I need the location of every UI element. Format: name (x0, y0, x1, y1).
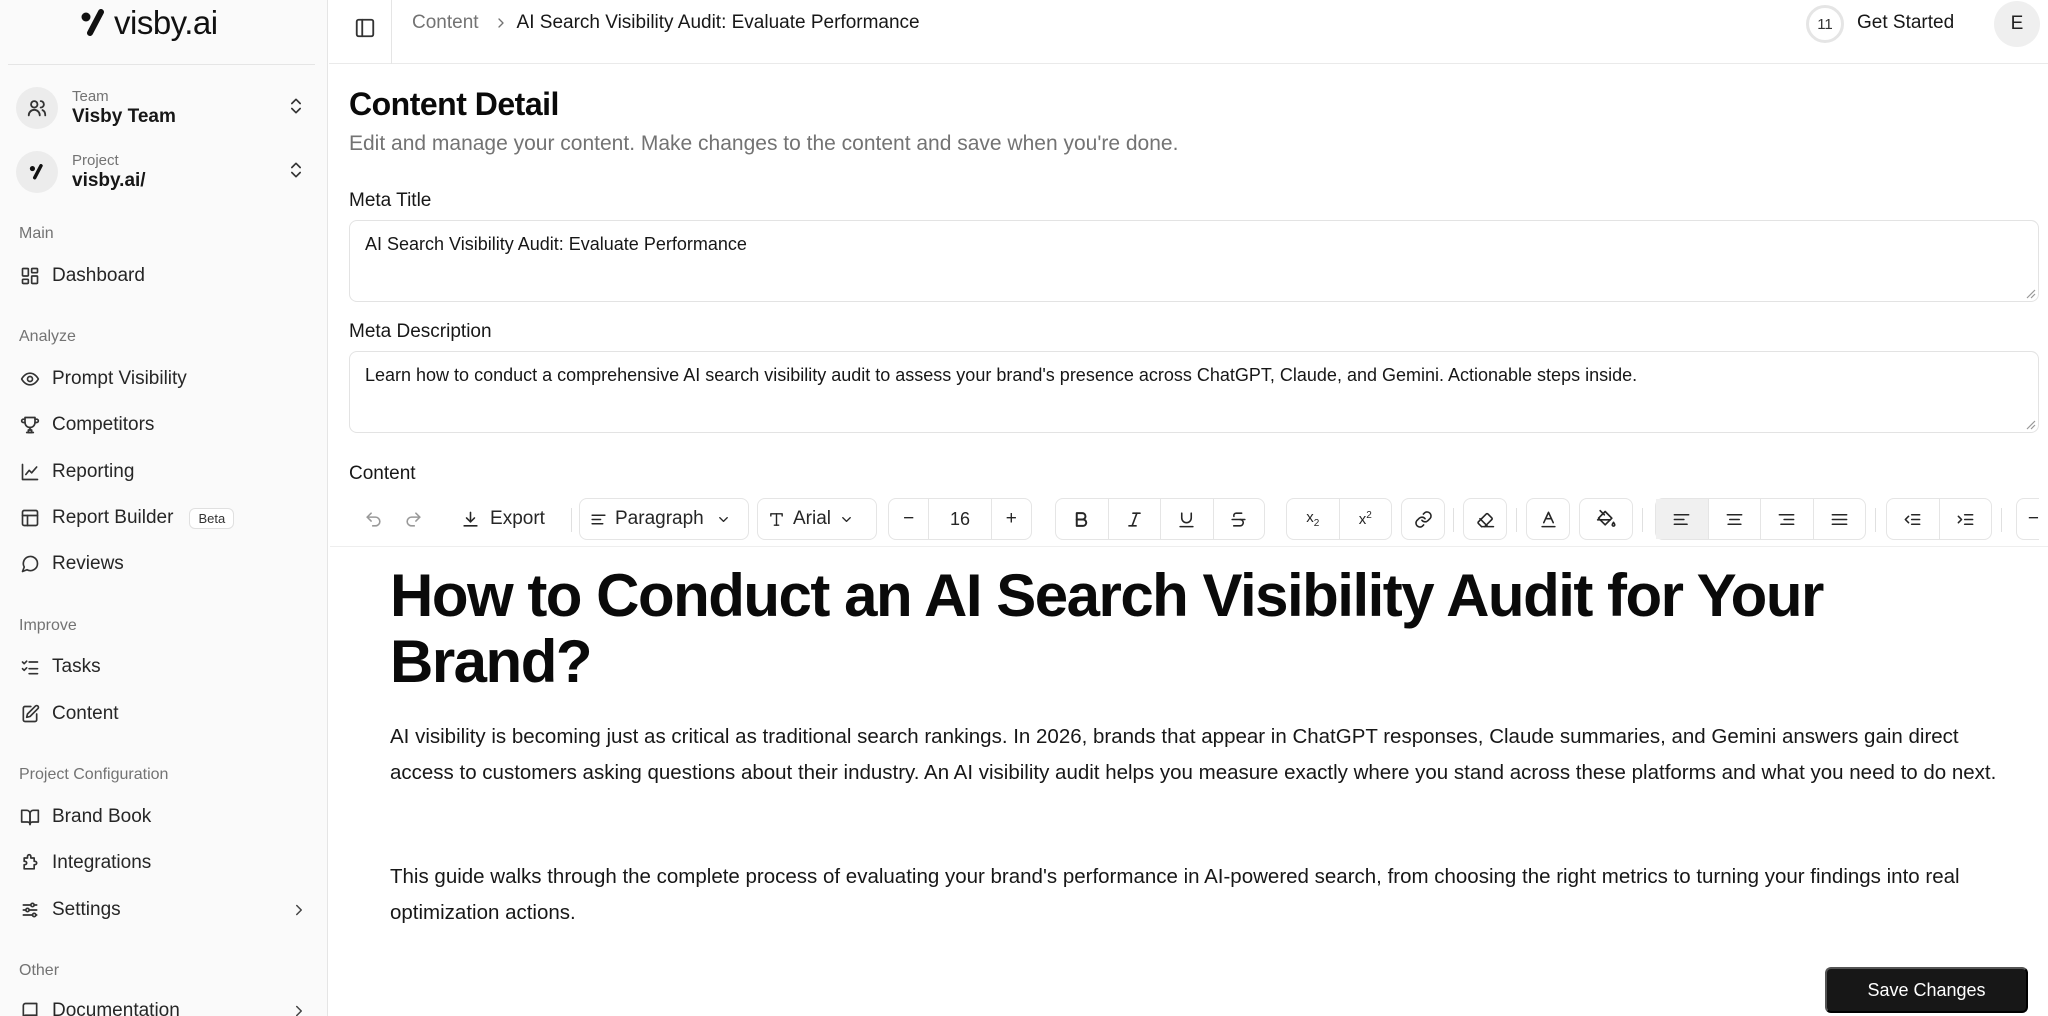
sliders-icon (20, 900, 40, 920)
save-changes-button[interactable]: Save Changes (1825, 967, 2028, 1013)
project-logo-icon (16, 151, 58, 193)
puzzle-icon (20, 853, 40, 873)
team-switcher[interactable] (16, 84, 314, 132)
visby-logo-icon (80, 9, 108, 37)
sidebar (0, 0, 328, 1016)
sidebar-item-label: Reviews (52, 553, 124, 574)
sidebar-item-integrations[interactable] (20, 845, 314, 881)
breadcrumb-content-link[interactable]: Content (412, 12, 479, 33)
trophy-icon (20, 415, 40, 435)
sidebar-item-label: Reporting (52, 461, 135, 482)
italic-icon (1125, 510, 1144, 529)
layout-dashboard-icon (20, 266, 40, 286)
sidebar-item-label: Settings (52, 899, 121, 920)
text-color-icon (1539, 510, 1558, 529)
sidebar-item-dashboard[interactable] (20, 258, 314, 294)
chevrons-up-down-icon (286, 160, 306, 180)
meta-description-label: Meta Description (349, 321, 492, 342)
align-left-icon (1672, 510, 1691, 529)
text-color-group (1526, 498, 1570, 540)
download-icon (461, 510, 480, 529)
divider (8, 64, 315, 65)
align-justify-button[interactable] (1814, 499, 1866, 539)
underline-icon (1177, 510, 1196, 529)
export-label: Export (490, 508, 545, 529)
link-button[interactable] (1402, 499, 1444, 539)
section-label-improve: Improve (19, 617, 77, 634)
block-type-select[interactable] (579, 498, 749, 540)
chevron-right-icon (290, 1002, 308, 1016)
sidebar-item-brand-book[interactable] (20, 799, 314, 835)
panel-left-icon (354, 17, 376, 39)
project-name: visby.ai/ (72, 170, 146, 191)
meta-description-value: Learn how to conduct a comprehensive AI search visibility audit to assess your brand's presence across ChatGPT, Claude, and Gemini. Actionable steps inside. (365, 365, 1638, 385)
chevron-right-icon (493, 15, 509, 31)
link-group (1401, 498, 1445, 540)
section-label-main: Main (19, 225, 54, 242)
chevron-down-icon (716, 512, 731, 527)
eye-icon (20, 369, 40, 389)
brand-logo[interactable] (80, 4, 218, 42)
project-caption: Project (72, 152, 119, 169)
document-paragraph[interactable]: This guide walks through the complete process of evaluating your brand's performance in AI-powered search, from choosing the right metrics to turning your findings into real optimization actions. (390, 865, 1960, 924)
meta-title-label: Meta Title (349, 190, 432, 211)
bold-button[interactable] (1056, 499, 1108, 539)
align-left-button[interactable] (1656, 499, 1708, 539)
sidebar-item-label: Prompt Visibility (52, 368, 187, 389)
align-center-button[interactable] (1709, 499, 1761, 539)
meta-title-value: AI Search Visibility Audit: Evaluate Performance (365, 234, 747, 254)
divider (571, 508, 572, 532)
sidebar-item-settings[interactable] (20, 892, 314, 928)
decrease-font-size-button[interactable]: − (903, 508, 915, 529)
divider (2001, 508, 2002, 532)
document-paragraph[interactable]: AI visibility is becoming just as critical as traditional search rankings. In 2026, brands that appear in ChatGPT responses, Claude summaries, and Gemini answers gain direct access to customers asking questions about their industry. An AI visibility audit helps you measure exactly where you stand across these platforms and what you need to do next. (390, 725, 1997, 784)
bold-icon (1072, 510, 1091, 529)
page-subtitle: Edit and manage your content. Make changes to the content and save when you're done. (349, 132, 1179, 155)
italic-button[interactable] (1109, 499, 1161, 539)
breadcrumb (412, 12, 920, 34)
section-label-project-configuration: Project Configuration (19, 766, 169, 783)
sidebar-item-documentation[interactable] (20, 993, 314, 1016)
type-icon (768, 511, 785, 528)
resize-grip-icon[interactable] (2024, 418, 2036, 430)
indent-button[interactable] (1940, 499, 1992, 539)
book-icon (20, 1001, 40, 1016)
undo-button[interactable] (353, 499, 393, 539)
section-label-analyze: Analyze (19, 328, 76, 345)
font-size-stepper (888, 498, 1032, 540)
strikethrough-icon (1229, 510, 1248, 529)
list-checks-icon (20, 657, 40, 677)
align-center-icon (1725, 510, 1744, 529)
indent-group (1886, 498, 1992, 540)
message-circle-icon (20, 554, 40, 574)
script-group (1286, 498, 1392, 540)
resize-grip-icon[interactable] (2024, 287, 2036, 299)
align-right-button[interactable] (1761, 499, 1813, 539)
sidebar-item-content[interactable] (20, 696, 314, 732)
team-caption: Team (72, 88, 109, 105)
users-icon (16, 87, 58, 129)
clear-formatting-button[interactable] (1464, 499, 1506, 539)
sidebar-item-label: Integrations (52, 852, 152, 873)
subscript-icon: $x_2$ (1306, 509, 1320, 529)
chevron-right-icon (290, 901, 308, 919)
sidebar-item-label: Content (52, 703, 119, 724)
divider (391, 0, 392, 64)
export-button[interactable] (443, 499, 563, 539)
more-tools-button[interactable] (2017, 499, 2039, 539)
section-label-other: Other (19, 962, 60, 979)
meta-description-field[interactable] (349, 351, 2039, 433)
align-right-icon (1777, 510, 1796, 529)
block-type-value: Paragraph (615, 508, 704, 529)
sidebar-item-label: Documentation (52, 1000, 180, 1016)
team-name: Visby Team (72, 106, 176, 127)
sidebar-toggle-button[interactable] (349, 12, 381, 44)
content-label: Content (349, 463, 416, 484)
superscript-button[interactable] (1340, 499, 1392, 539)
more-tools-group (2016, 498, 2039, 540)
progress-count-badge[interactable]: 11 (1806, 5, 1844, 43)
outdent-icon (1903, 510, 1922, 529)
sidebar-item-label: Competitors (52, 414, 155, 435)
sidebar-item-tasks[interactable] (20, 649, 314, 685)
align-justify-icon (1830, 510, 1849, 529)
sidebar-item-reporting[interactable] (20, 454, 314, 490)
top-header (329, 0, 2048, 64)
sidebar-item-competitors[interactable] (20, 407, 314, 443)
superscript-icon: $x^2$ (1358, 510, 1372, 528)
breadcrumb-current: AI Search Visibility Audit: Evaluate Performance (516, 12, 920, 33)
redo-icon (404, 510, 423, 529)
highlight-color-group (1579, 498, 1633, 540)
project-switcher[interactable] (16, 148, 314, 196)
export-group (443, 498, 563, 540)
brand-name: visby.ai (114, 4, 218, 41)
line-chart-icon (20, 462, 40, 482)
book-open-icon (20, 807, 40, 827)
minus-icon: − (2027, 508, 2039, 529)
user-avatar[interactable]: E (1994, 1, 2040, 47)
underline-button[interactable] (1161, 499, 1213, 539)
page-title: Content Detail (349, 86, 559, 122)
history-group (353, 498, 435, 540)
subscript-button[interactable] (1287, 499, 1339, 539)
divider (1875, 508, 1876, 532)
divider (1642, 508, 1643, 532)
highlight-color-button[interactable] (1580, 499, 1632, 539)
file-edit-icon (20, 704, 40, 724)
sidebar-item-label: Tasks (52, 656, 101, 677)
font-family-value: Arial (793, 508, 832, 529)
align-left-icon (590, 511, 607, 528)
text-style-group (1055, 498, 1265, 540)
font-family-select[interactable] (757, 498, 877, 540)
sidebar-item-reviews[interactable] (20, 546, 314, 582)
document-heading[interactable]: How to Conduct an AI Search Visibility Audit for Your Brand? (390, 562, 1823, 695)
font-family-button[interactable] (758, 499, 876, 539)
beta-badge: Beta (189, 508, 234, 529)
editor-toolbar (349, 494, 2039, 544)
outdent-button[interactable] (1887, 499, 1939, 539)
increase-font-size-button[interactable]: + (1005, 508, 1017, 529)
link-icon (1414, 510, 1433, 529)
indent-icon (1956, 510, 1975, 529)
content-editor[interactable] (330, 546, 2048, 1016)
divider (1453, 508, 1454, 532)
sidebar-item-report-builder[interactable] (20, 500, 314, 536)
sidebar-item-prompt-visibility[interactable] (20, 361, 314, 397)
redo-button[interactable] (393, 499, 433, 539)
strikethrough-button[interactable] (1214, 499, 1265, 539)
alignment-group (1655, 498, 1866, 540)
sidebar-item-label: Report Builder (52, 507, 174, 528)
block-type-button[interactable] (580, 499, 748, 539)
divider (1516, 508, 1517, 532)
eraser-icon (1476, 510, 1495, 529)
layout-grid-icon (20, 508, 40, 528)
sidebar-item-label: Dashboard (52, 265, 145, 286)
undo-icon (364, 510, 383, 529)
clear-format-group (1463, 498, 1507, 540)
sidebar-item-label: Brand Book (52, 806, 152, 827)
meta-title-field[interactable] (349, 220, 2039, 302)
chevron-down-icon (839, 512, 854, 527)
get-started-link[interactable]: Get Started (1857, 12, 1955, 33)
paint-bucket-icon (1596, 509, 1616, 529)
chevrons-up-down-icon (286, 96, 306, 116)
font-size-input[interactable]: 16 (949, 508, 971, 529)
text-color-button[interactable] (1527, 499, 1569, 539)
